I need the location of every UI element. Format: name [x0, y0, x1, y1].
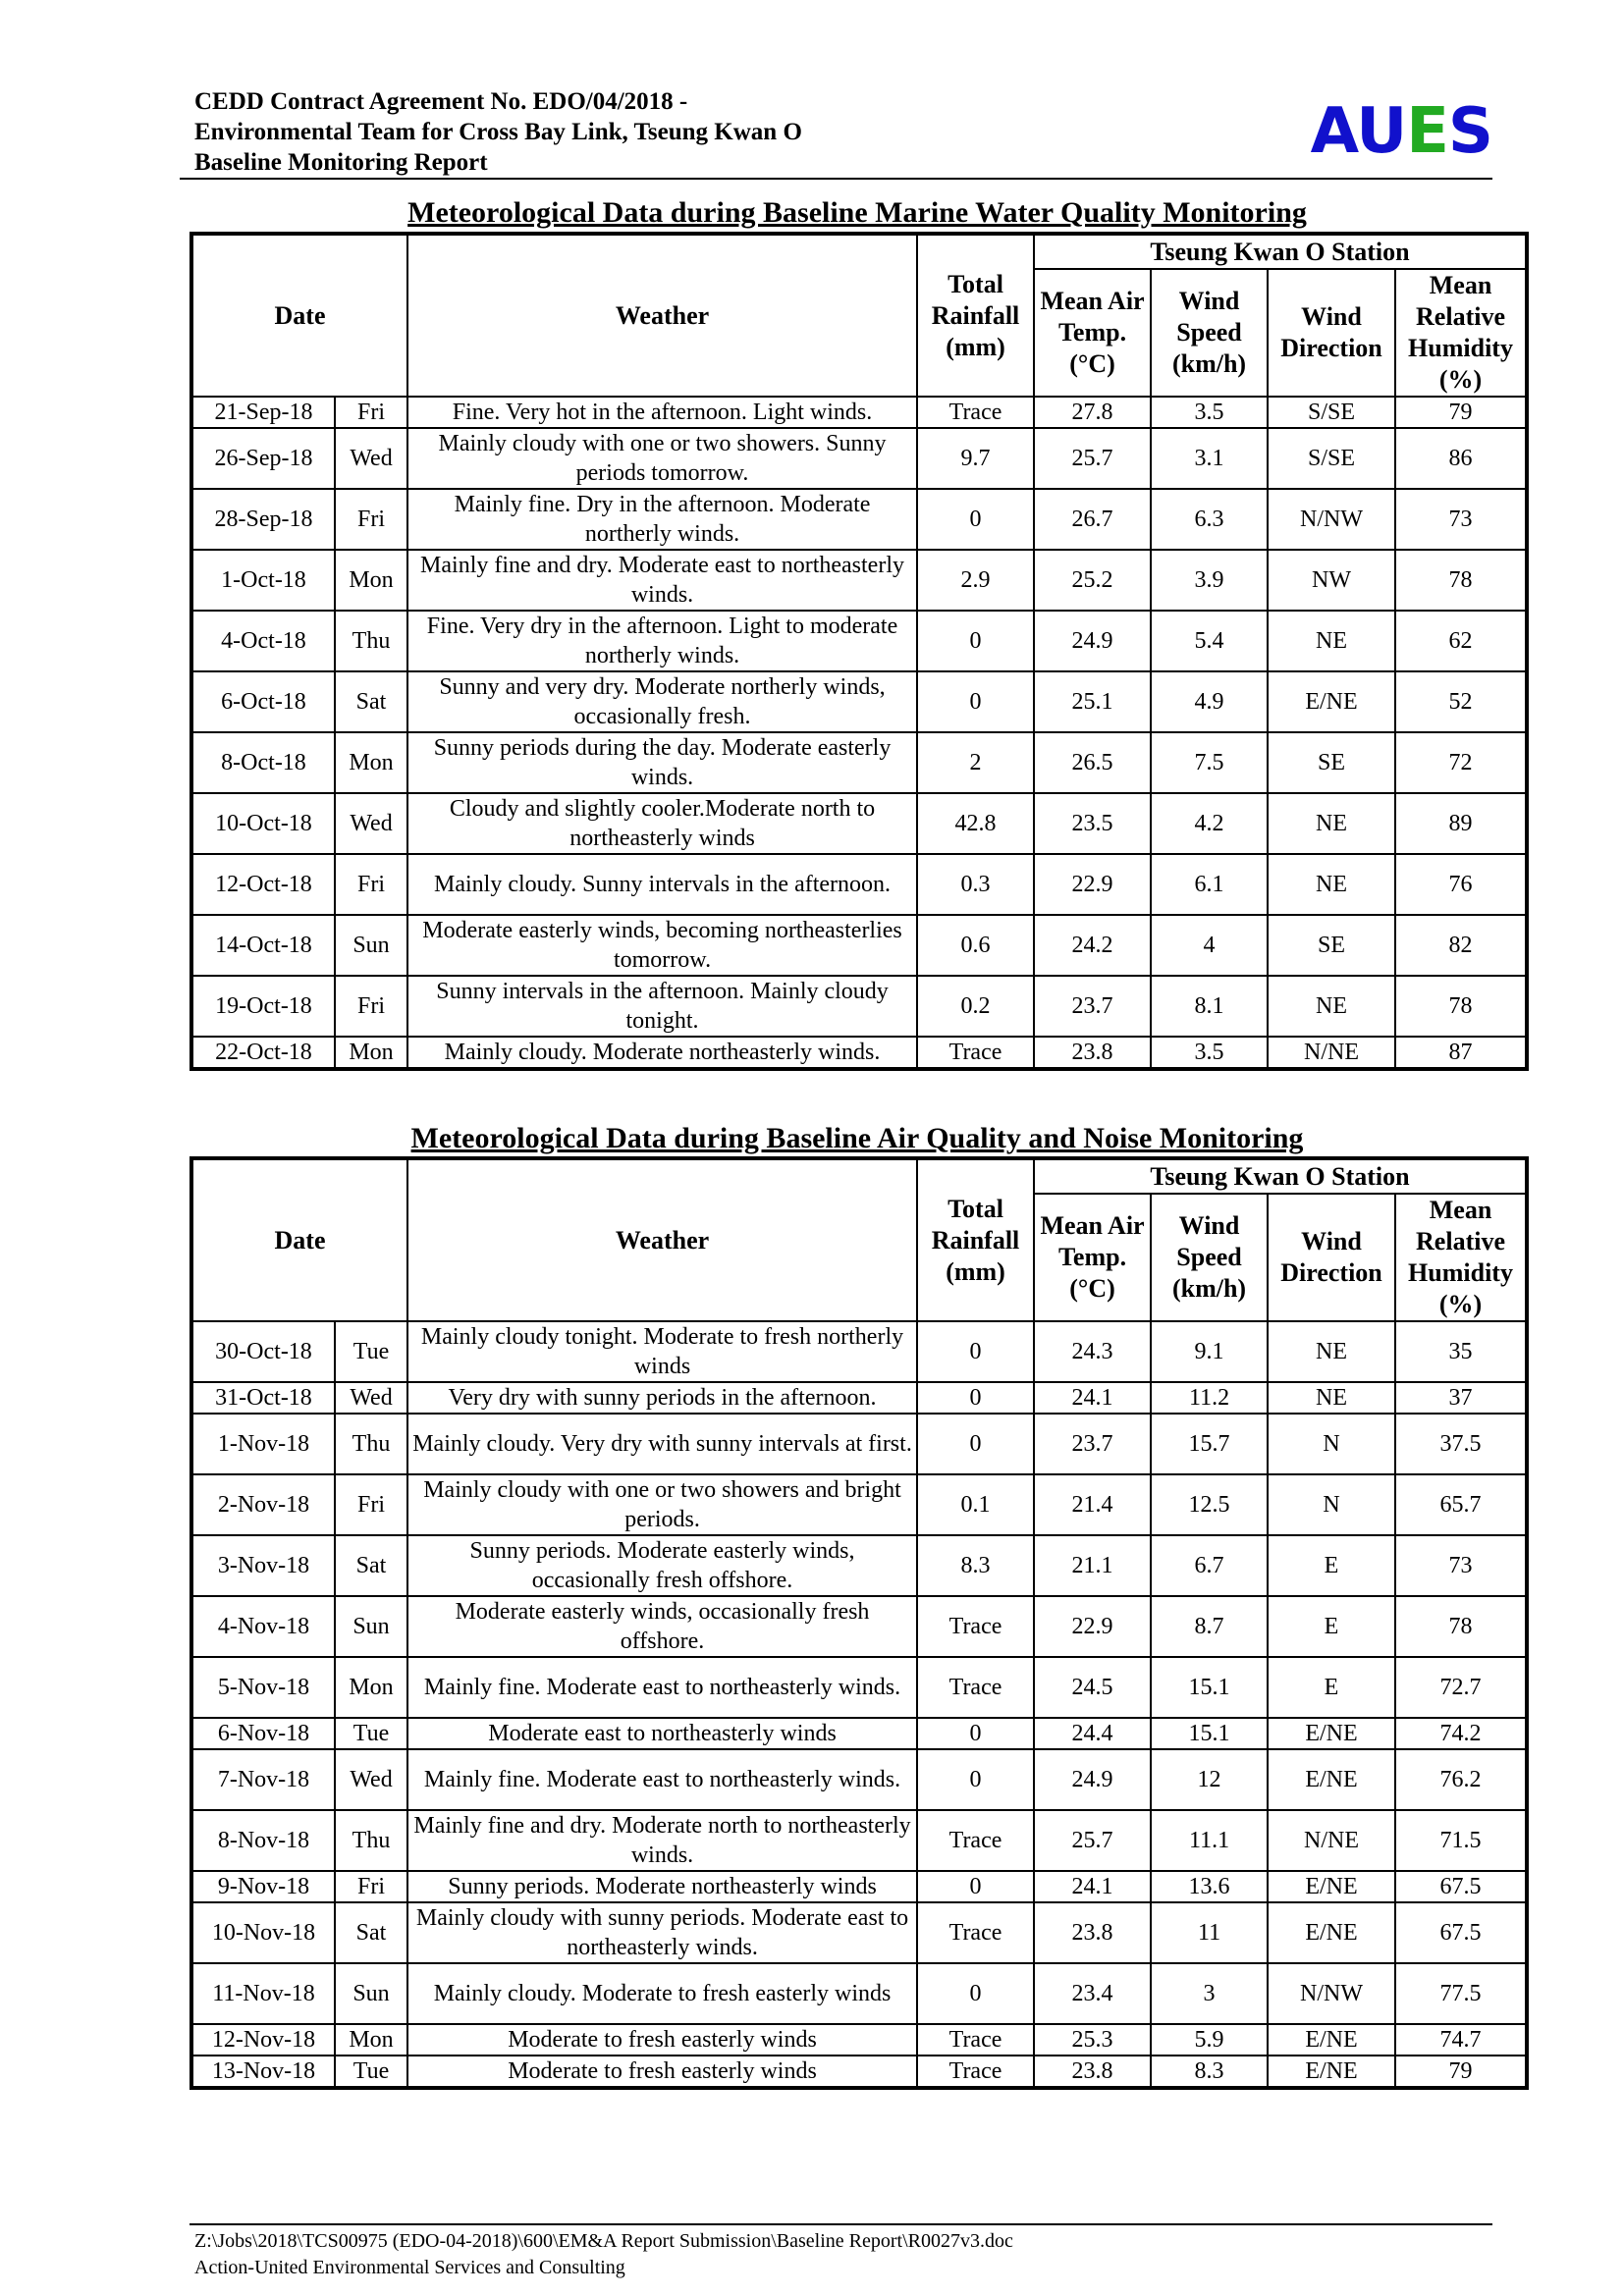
table-row [191, 1749, 1527, 1810]
table-row [191, 428, 1527, 489]
wind-direction-cell: E/NE [1268, 2024, 1395, 2056]
date-cell: 4-Oct-18 [191, 611, 335, 671]
day-cell: Mon [335, 1657, 407, 1718]
day-cell: Wed [335, 1382, 407, 1414]
weather-cell: Mainly fine. Moderate east to northeasterly winds. [407, 1657, 917, 1718]
header-line-3: Baseline Monitoring Report [194, 149, 488, 176]
wind-speed-cell: 5.4 [1151, 611, 1268, 671]
humidity-cell: 78 [1395, 1596, 1527, 1657]
table2-title: Meteorological Data during Baseline Air Quality and Noise Monitoring [410, 1122, 1304, 1154]
rainfall-cell: 0 [917, 671, 1034, 732]
day-cell: Mon [335, 1037, 407, 1069]
rainfall-cell: 0.6 [917, 915, 1034, 976]
rainfall-cell: 0 [917, 1321, 1034, 1382]
temp-cell: 24.5 [1034, 1657, 1151, 1718]
date-cell: 6-Nov-18 [191, 1718, 335, 1749]
wind-speed-cell: 15.7 [1151, 1414, 1268, 1474]
date-cell: 14-Oct-18 [191, 915, 335, 976]
temp-cell: 24.1 [1034, 1871, 1151, 1902]
weather-cell: Cloudy and slightly cooler.Moderate north to northeasterly winds [407, 793, 917, 854]
wind-speed-cell: 5.9 [1151, 2024, 1268, 2056]
day-cell: Sat [335, 1535, 407, 1596]
wind-direction-cell: E [1268, 1535, 1395, 1596]
humidity-cell: 71.5 [1395, 1810, 1527, 1871]
weather-cell: Mainly cloudy. Very dry with sunny intervals at first. [407, 1414, 917, 1474]
weather-cell: Mainly fine. Moderate east to northeasterly winds. [407, 1749, 917, 1810]
rainfall-cell: 0 [917, 1718, 1034, 1749]
table-row [191, 976, 1527, 1037]
date-cell: 9-Nov-18 [191, 1871, 335, 1902]
humidity-cell: 79 [1395, 2056, 1527, 2088]
wind-speed-cell: 8.3 [1151, 2056, 1268, 2088]
rainfall-cell: 0 [917, 1382, 1034, 1414]
temp-cell: 24.9 [1034, 611, 1151, 671]
wind-speed-cell: 3.1 [1151, 428, 1268, 489]
col-header-temp: Mean Air Temp. (°C) [1034, 269, 1151, 397]
rainfall-cell: Trace [917, 2024, 1034, 2056]
date-cell: 22-Oct-18 [191, 1037, 335, 1069]
day-cell: Mon [335, 732, 407, 793]
humidity-cell: 76.2 [1395, 1749, 1527, 1810]
humidity-cell: 37.5 [1395, 1414, 1527, 1474]
humidity-cell: 73 [1395, 489, 1527, 550]
humidity-cell: 62 [1395, 611, 1527, 671]
day-cell: Fri [335, 489, 407, 550]
wind-speed-cell: 3.9 [1151, 550, 1268, 611]
temp-cell: 24.2 [1034, 915, 1151, 976]
table-row [191, 2056, 1527, 2088]
humidity-cell: 89 [1395, 793, 1527, 854]
table-row [191, 1810, 1527, 1871]
wind-speed-cell: 11.2 [1151, 1382, 1268, 1414]
date-cell: 12-Nov-18 [191, 2024, 335, 2056]
wind-direction-cell: NE [1268, 1382, 1395, 1414]
table-row [191, 671, 1527, 732]
rainfall-cell: 0.3 [917, 854, 1034, 915]
wind-speed-cell: 6.3 [1151, 489, 1268, 550]
date-cell: 10-Nov-18 [191, 1902, 335, 1963]
table-row [191, 793, 1527, 854]
temp-cell: 23.8 [1034, 1902, 1151, 1963]
temp-cell: 26.7 [1034, 489, 1151, 550]
date-cell: 30-Oct-18 [191, 1321, 335, 1382]
wind-direction-cell: NW [1268, 550, 1395, 611]
wind-speed-cell: 4.9 [1151, 671, 1268, 732]
wind-speed-cell: 11.1 [1151, 1810, 1268, 1871]
wind-speed-cell: 12 [1151, 1749, 1268, 1810]
humidity-cell: 86 [1395, 428, 1527, 489]
wind-direction-cell: N/NW [1268, 1963, 1395, 2024]
humidity-cell: 82 [1395, 915, 1527, 976]
col-header-weather: Weather [407, 234, 917, 397]
rainfall-cell: 0 [917, 1414, 1034, 1474]
rainfall-cell: 0 [917, 489, 1034, 550]
temp-cell: 23.8 [1034, 2056, 1151, 2088]
date-cell: 26-Sep-18 [191, 428, 335, 489]
weather-cell: Very dry with sunny periods in the afternoon. [407, 1382, 917, 1414]
wind-speed-cell: 3.5 [1151, 1037, 1268, 1069]
table-row [191, 1718, 1527, 1749]
wind-direction-cell: E [1268, 1596, 1395, 1657]
date-cell: 19-Oct-18 [191, 976, 335, 1037]
date-cell: 7-Nov-18 [191, 1749, 335, 1810]
temp-cell: 25.2 [1034, 550, 1151, 611]
humidity-cell: 78 [1395, 550, 1527, 611]
rainfall-cell: 2.9 [917, 550, 1034, 611]
col-header-date: Date [191, 234, 407, 397]
weather-cell: Mainly cloudy. Sunny intervals in the afternoon. [407, 854, 917, 915]
day-cell: Sun [335, 1596, 407, 1657]
col-header-wind-direction: Wind Direction [1268, 269, 1395, 397]
table-row [191, 1596, 1527, 1657]
date-cell: 5-Nov-18 [191, 1657, 335, 1718]
humidity-cell: 67.5 [1395, 1871, 1527, 1902]
wind-speed-cell: 8.1 [1151, 976, 1268, 1037]
weather-cell: Mainly cloudy. Moderate to fresh easterly winds [407, 1963, 917, 2024]
weather-cell: Moderate easterly winds, becoming northeasterlies tomorrow. [407, 915, 917, 976]
report-footer [194, 2228, 1013, 2281]
temp-cell: 24.1 [1034, 1382, 1151, 1414]
rainfall-cell: Trace [917, 397, 1034, 428]
temp-cell: 25.3 [1034, 2024, 1151, 2056]
col-header-temp: Mean Air Temp. (°C) [1034, 1194, 1151, 1321]
day-cell: Wed [335, 793, 407, 854]
table1-title: Meteorological Data during Baseline Marine Water Quality Monitoring [407, 196, 1307, 229]
wind-direction-cell: E/NE [1268, 1871, 1395, 1902]
wind-direction-cell: NE [1268, 793, 1395, 854]
weather-cell: Sunny and very dry. Moderate northerly winds, occasionally fresh. [407, 671, 917, 732]
wind-direction-cell: SE [1268, 915, 1395, 976]
temp-cell: 24.3 [1034, 1321, 1151, 1382]
temp-cell: 25.1 [1034, 671, 1151, 732]
wind-direction-cell: E/NE [1268, 1902, 1395, 1963]
temp-cell: 23.8 [1034, 1037, 1151, 1069]
header-line-2: Environmental Team for Cross Bay Link, Tseung Kwan O [194, 119, 802, 145]
day-cell: Mon [335, 2024, 407, 2056]
temp-cell: 24.4 [1034, 1718, 1151, 1749]
day-cell: Tue [335, 2056, 407, 2088]
wind-direction-cell: N/NE [1268, 1037, 1395, 1069]
wind-direction-cell: N/NW [1268, 489, 1395, 550]
humidity-cell: 87 [1395, 1037, 1527, 1069]
col-header-wind-speed: Wind Speed (km/h) [1151, 269, 1268, 397]
humidity-cell: 79 [1395, 397, 1527, 428]
weather-cell: Mainly fine and dry. Moderate north to northeasterly winds. [407, 1810, 917, 1871]
rainfall-cell: 0 [917, 1749, 1034, 1810]
footer-file-path: Z:\Jobs\2018\TCS00975 (EDO-04-2018)\600\EM&A Report Submission\Baseline Report\R0027v3.doc [194, 2230, 1013, 2252]
weather-cell: Moderate to fresh easterly winds [407, 2024, 917, 2056]
col-header-weather: Weather [407, 1158, 917, 1321]
day-cell: Fri [335, 854, 407, 915]
weather-cell: Sunny periods. Moderate easterly winds, occasionally fresh offshore. [407, 1535, 917, 1596]
wind-direction-cell: N [1268, 1414, 1395, 1474]
rainfall-cell: 0.1 [917, 1474, 1034, 1535]
weather-cell: Sunny periods during the day. Moderate easterly winds. [407, 732, 917, 793]
day-cell: Sat [335, 671, 407, 732]
wind-direction-cell: N/NE [1268, 1810, 1395, 1871]
humidity-cell: 67.5 [1395, 1902, 1527, 1963]
rainfall-cell: 0 [917, 1871, 1034, 1902]
rainfall-cell: 0.2 [917, 976, 1034, 1037]
humidity-cell: 74.7 [1395, 2024, 1527, 2056]
table-row [191, 1963, 1527, 2024]
footer-company: Action-United Environmental Services and Consulting [194, 2257, 625, 2278]
weather-cell: Moderate to fresh easterly winds [407, 2056, 917, 2088]
humidity-cell: 52 [1395, 671, 1527, 732]
rainfall-cell: 0 [917, 611, 1034, 671]
date-cell: 2-Nov-18 [191, 1474, 335, 1535]
day-cell: Sun [335, 1963, 407, 2024]
day-cell: Thu [335, 611, 407, 671]
rainfall-cell: Trace [917, 1037, 1034, 1069]
wind-speed-cell: 13.6 [1151, 1871, 1268, 1902]
day-cell: Tue [335, 1718, 407, 1749]
temp-cell: 23.7 [1034, 1414, 1151, 1474]
humidity-cell: 73 [1395, 1535, 1527, 1596]
wind-direction-cell: NE [1268, 611, 1395, 671]
date-cell: 3-Nov-18 [191, 1535, 335, 1596]
weather-cell: Moderate east to northeasterly winds [407, 1718, 917, 1749]
table-row [191, 1657, 1527, 1718]
rainfall-cell: Trace [917, 1902, 1034, 1963]
temp-cell: 27.8 [1034, 397, 1151, 428]
table-row [191, 854, 1527, 915]
wind-direction-cell: N [1268, 1474, 1395, 1535]
col-header-wind-direction: Wind Direction [1268, 1194, 1395, 1321]
weather-cell: Moderate easterly winds, occasionally fresh offshore. [407, 1596, 917, 1657]
humidity-cell: 74.2 [1395, 1718, 1527, 1749]
wind-direction-cell: E/NE [1268, 1749, 1395, 1810]
temp-cell: 25.7 [1034, 1810, 1151, 1871]
table-row [191, 1902, 1527, 1963]
wind-speed-cell: 7.5 [1151, 732, 1268, 793]
wind-speed-cell: 11 [1151, 1902, 1268, 1963]
weather-cell: Sunny intervals in the afternoon. Mainly cloudy tonight. [407, 976, 917, 1037]
marine-water-quality-met-table [189, 232, 1529, 1071]
col-header-rainfall: Total Rainfall (mm) [917, 234, 1034, 397]
date-cell: 4-Nov-18 [191, 1596, 335, 1657]
day-cell: Thu [335, 1414, 407, 1474]
day-cell: Sat [335, 1902, 407, 1963]
humidity-cell: 72.7 [1395, 1657, 1527, 1718]
date-cell: 1-Nov-18 [191, 1414, 335, 1474]
temp-cell: 23.4 [1034, 1963, 1151, 2024]
weather-cell: Mainly fine. Dry in the afternoon. Moderate northerly winds. [407, 489, 917, 550]
wind-direction-cell: NE [1268, 854, 1395, 915]
day-cell: Wed [335, 1749, 407, 1810]
date-cell: 12-Oct-18 [191, 854, 335, 915]
day-cell: Wed [335, 428, 407, 489]
day-cell: Thu [335, 1810, 407, 1871]
table-row [191, 1382, 1527, 1414]
humidity-cell: 76 [1395, 854, 1527, 915]
table-row [191, 1871, 1527, 1902]
logo-part-e: E [1406, 95, 1448, 168]
aues-logo [1310, 95, 1492, 168]
logo-part-s: S [1447, 95, 1492, 168]
humidity-cell: 35 [1395, 1321, 1527, 1382]
report-header [194, 86, 1492, 179]
rainfall-cell: 9.7 [917, 428, 1034, 489]
table-row [191, 732, 1527, 793]
rainfall-cell: 8.3 [917, 1535, 1034, 1596]
date-cell: 6-Oct-18 [191, 671, 335, 732]
col-header-station: Tseung Kwan O Station [1034, 234, 1527, 269]
wind-direction-cell: E/NE [1268, 2056, 1395, 2088]
weather-cell: Mainly cloudy with sunny periods. Moderate east to northeasterly winds. [407, 1902, 917, 1963]
header-line-1: CEDD Contract Agreement No. EDO/04/2018 - [194, 88, 688, 115]
table-row [191, 397, 1527, 428]
date-cell: 11-Nov-18 [191, 1963, 335, 2024]
date-cell: 10-Oct-18 [191, 793, 335, 854]
col-header-date: Date [191, 1158, 407, 1321]
date-cell: 1-Oct-18 [191, 550, 335, 611]
table-row [191, 1535, 1527, 1596]
wind-direction-cell: E/NE [1268, 1718, 1395, 1749]
wind-speed-cell: 3 [1151, 1963, 1268, 2024]
wind-direction-cell: S/SE [1268, 428, 1395, 489]
temp-cell: 22.9 [1034, 854, 1151, 915]
col-header-humidity: Mean Relative Humidity (%) [1395, 1194, 1527, 1321]
wind-speed-cell: 15.1 [1151, 1657, 1268, 1718]
day-cell: Fri [335, 1474, 407, 1535]
wind-speed-cell: 4.2 [1151, 793, 1268, 854]
table-row [191, 1474, 1527, 1535]
date-cell: 8-Nov-18 [191, 1810, 335, 1871]
col-header-station: Tseung Kwan O Station [1034, 1158, 1527, 1194]
temp-cell: 22.9 [1034, 1596, 1151, 1657]
day-cell: Fri [335, 1871, 407, 1902]
logo-part-au: AU [1310, 95, 1407, 168]
weather-cell: Mainly cloudy with one or two showers and bright periods. [407, 1474, 917, 1535]
wind-direction-cell: S/SE [1268, 397, 1395, 428]
day-cell: Sun [335, 915, 407, 976]
weather-cell: Mainly cloudy tonight. Moderate to fresh northerly winds [407, 1321, 917, 1382]
day-cell: Tue [335, 1321, 407, 1382]
day-cell: Fri [335, 397, 407, 428]
table-row [191, 2024, 1527, 2056]
rainfall-cell: 2 [917, 732, 1034, 793]
rainfall-cell: Trace [917, 2056, 1034, 2088]
rainfall-cell: 42.8 [917, 793, 1034, 854]
humidity-cell: 37 [1395, 1382, 1527, 1414]
date-cell: 13-Nov-18 [191, 2056, 335, 2088]
table-row [191, 1321, 1527, 1382]
humidity-cell: 65.7 [1395, 1474, 1527, 1535]
table-row [191, 550, 1527, 611]
table-row [191, 489, 1527, 550]
date-cell: 31-Oct-18 [191, 1382, 335, 1414]
temp-cell: 25.7 [1034, 428, 1151, 489]
air-quality-noise-met-table [189, 1156, 1529, 2090]
temp-cell: 24.9 [1034, 1749, 1151, 1810]
temp-cell: 21.1 [1034, 1535, 1151, 1596]
weather-cell: Mainly cloudy. Moderate northeasterly winds. [407, 1037, 917, 1069]
date-cell: 28-Sep-18 [191, 489, 335, 550]
temp-cell: 23.5 [1034, 793, 1151, 854]
col-header-wind-speed: Wind Speed (km/h) [1151, 1194, 1268, 1321]
wind-direction-cell: E/NE [1268, 671, 1395, 732]
wind-speed-cell: 3.5 [1151, 397, 1268, 428]
table-row [191, 1037, 1527, 1069]
col-header-rainfall: Total Rainfall (mm) [917, 1158, 1034, 1321]
footer-divider [189, 2223, 1492, 2225]
rainfall-cell: Trace [917, 1810, 1034, 1871]
wind-speed-cell: 6.1 [1151, 854, 1268, 915]
temp-cell: 21.4 [1034, 1474, 1151, 1535]
weather-cell: Sunny periods. Moderate northeasterly winds [407, 1871, 917, 1902]
col-header-humidity: Mean Relative Humidity (%) [1395, 269, 1527, 397]
wind-speed-cell: 6.7 [1151, 1535, 1268, 1596]
wind-speed-cell: 8.7 [1151, 1596, 1268, 1657]
weather-cell: Fine. Very hot in the afternoon. Light winds. [407, 397, 917, 428]
humidity-cell: 78 [1395, 976, 1527, 1037]
rainfall-cell: Trace [917, 1657, 1034, 1718]
table-row [191, 611, 1527, 671]
wind-speed-cell: 12.5 [1151, 1474, 1268, 1535]
temp-cell: 26.5 [1034, 732, 1151, 793]
wind-direction-cell: E [1268, 1657, 1395, 1718]
humidity-cell: 72 [1395, 732, 1527, 793]
weather-cell: Fine. Very dry in the afternoon. Light to moderate northerly winds. [407, 611, 917, 671]
day-cell: Fri [335, 976, 407, 1037]
wind-speed-cell: 15.1 [1151, 1718, 1268, 1749]
wind-speed-cell: 9.1 [1151, 1321, 1268, 1382]
rainfall-cell: Trace [917, 1596, 1034, 1657]
date-cell: 8-Oct-18 [191, 732, 335, 793]
rainfall-cell: 0 [917, 1963, 1034, 2024]
table-row [191, 915, 1527, 976]
date-cell: 21-Sep-18 [191, 397, 335, 428]
wind-direction-cell: NE [1268, 1321, 1395, 1382]
wind-speed-cell: 4 [1151, 915, 1268, 976]
table-row [191, 1414, 1527, 1474]
humidity-cell: 77.5 [1395, 1963, 1527, 2024]
weather-cell: Mainly cloudy with one or two showers. Sunny periods tomorrow. [407, 428, 917, 489]
weather-cell: Mainly fine and dry. Moderate east to northeasterly winds. [407, 550, 917, 611]
header-divider [180, 178, 1492, 180]
temp-cell: 23.7 [1034, 976, 1151, 1037]
day-cell: Mon [335, 550, 407, 611]
wind-direction-cell: NE [1268, 976, 1395, 1037]
wind-direction-cell: SE [1268, 732, 1395, 793]
